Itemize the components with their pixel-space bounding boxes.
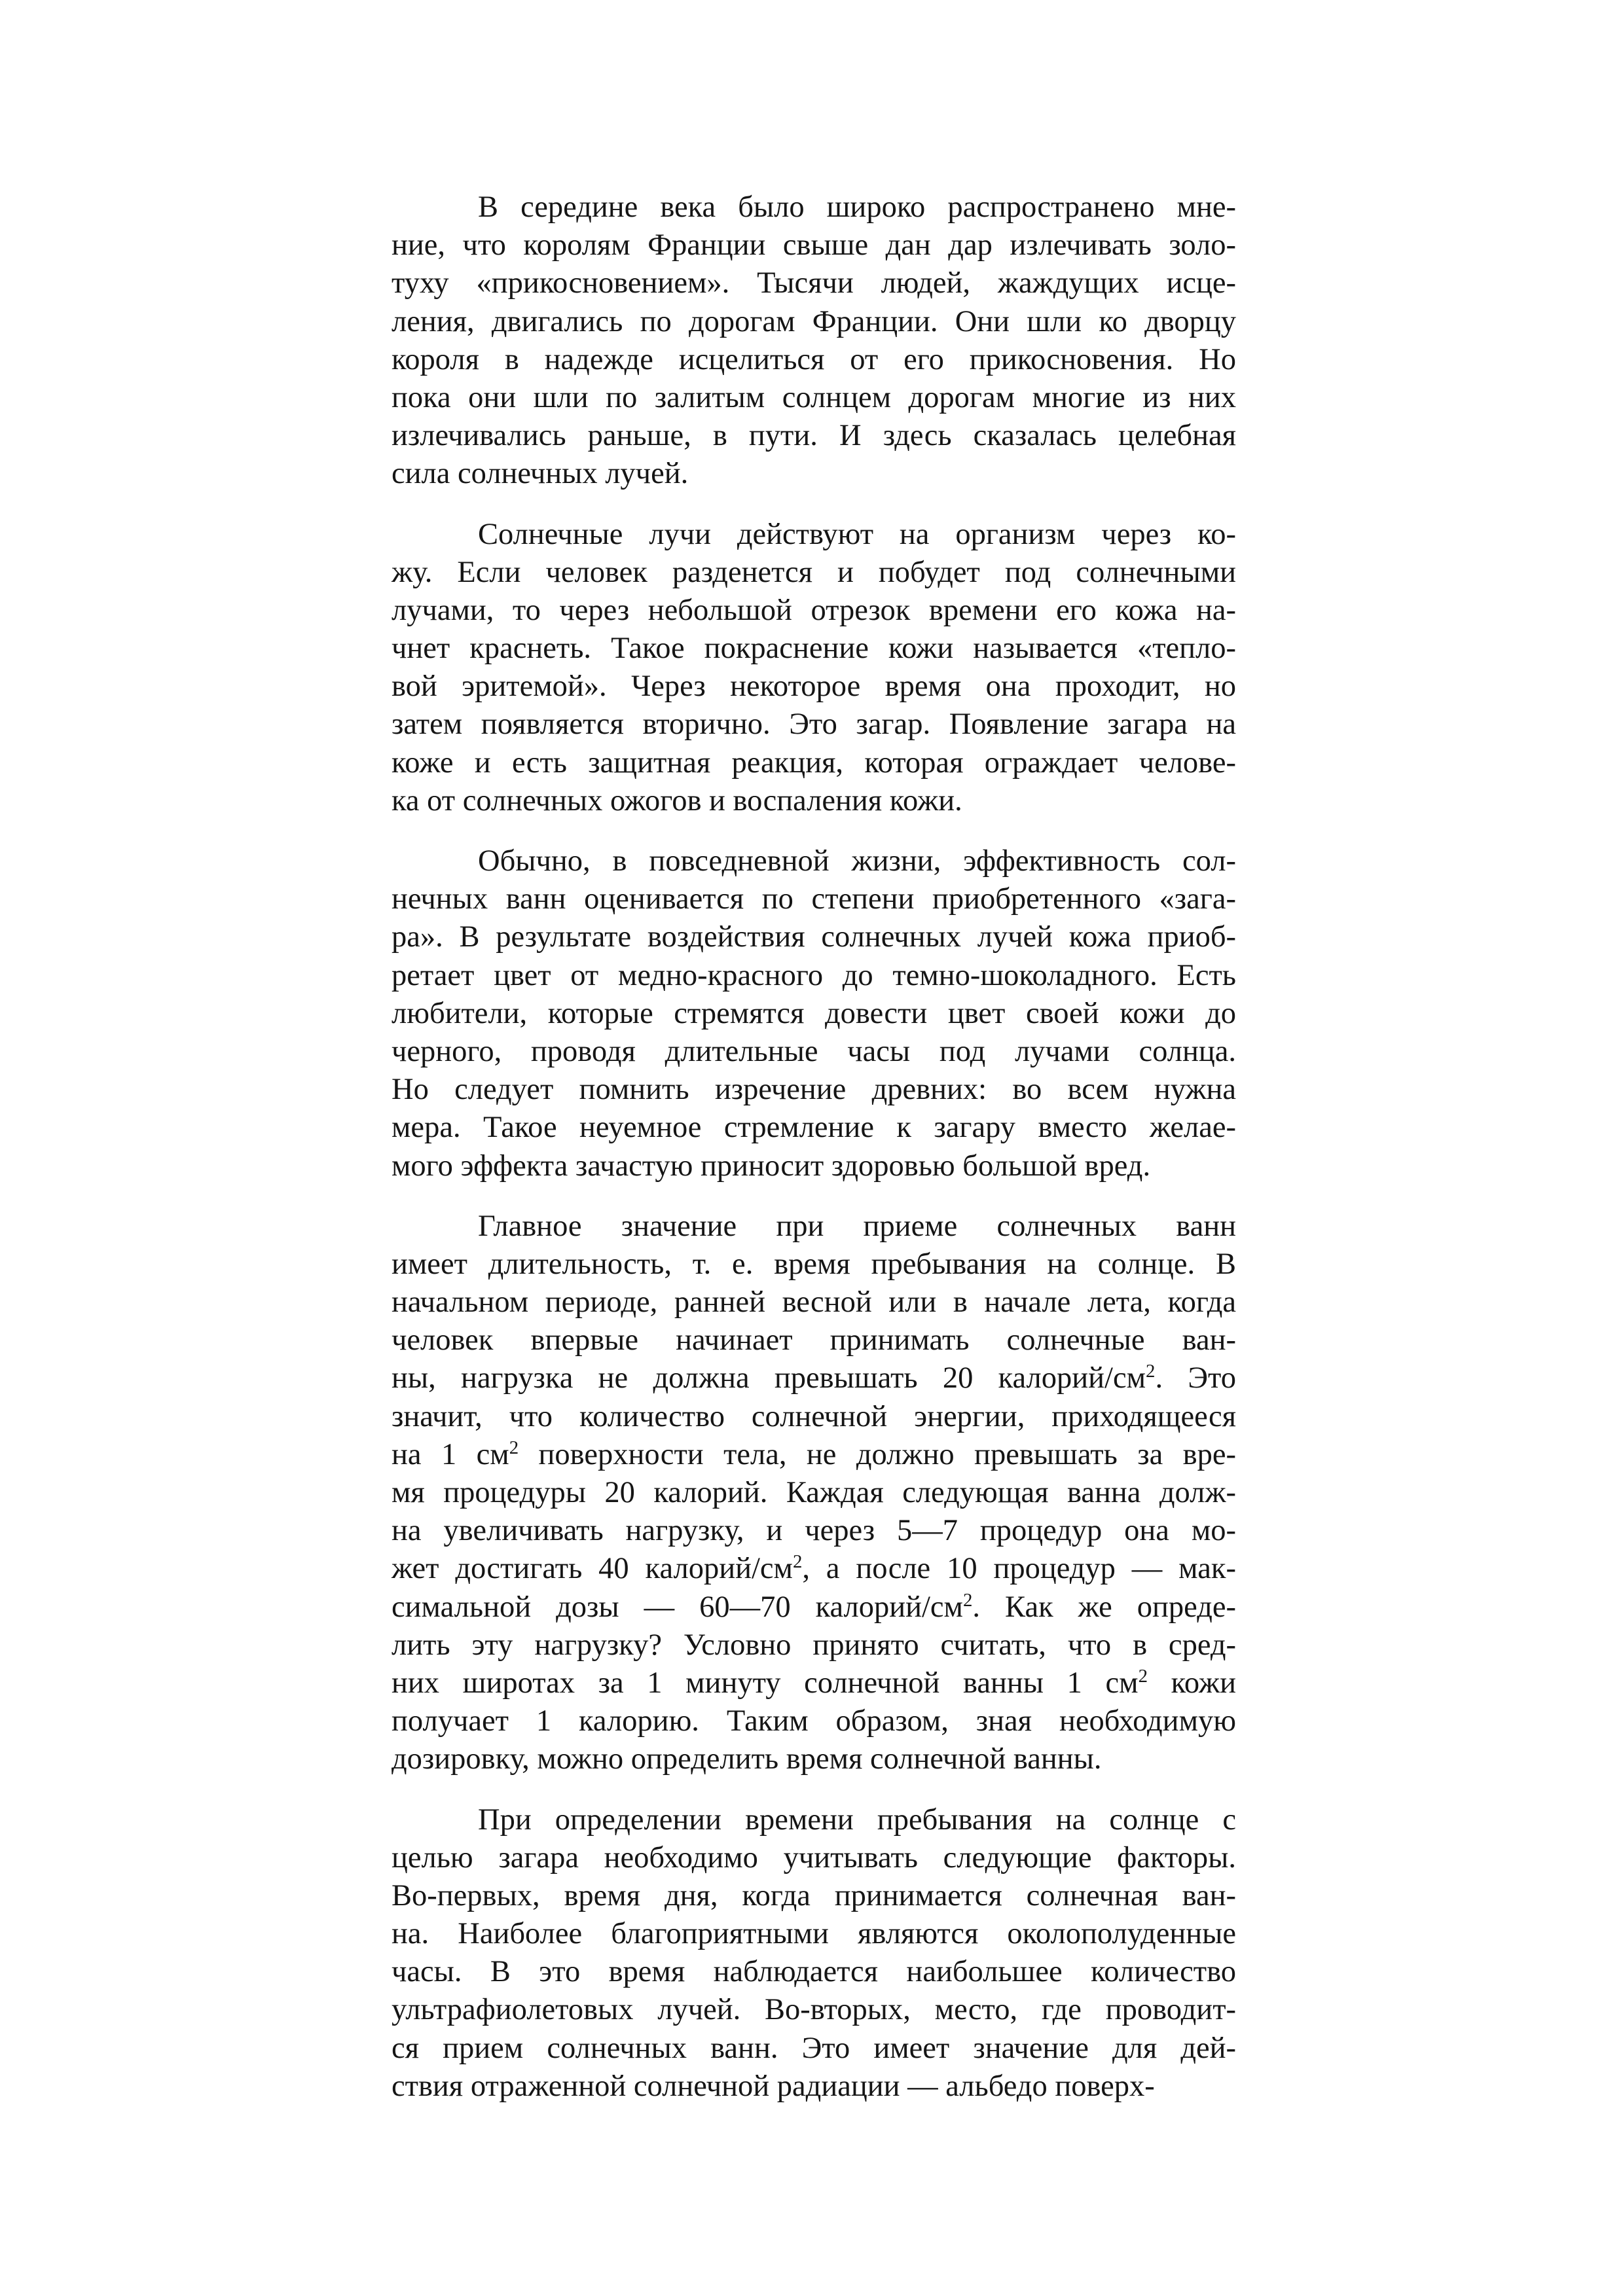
- text-line: симальной дозы — 60—70 калорий/$см^2$. Как же опреде-: [392, 1589, 1236, 1624]
- text-line: вой эритемой». Через некоторое время она проходит, но: [392, 670, 1236, 704]
- text-line: ние, что королям Франции свыше дан дар излечивать золо-: [392, 228, 1236, 262]
- text-line: жет достигать 40 калорий/$см^2$, а после 10 процедур — мак-: [392, 1551, 1236, 1586]
- text-line: ся прием солнечных ванн. Это имеет значение для дей-: [392, 2031, 1236, 2065]
- text-line: Во-первых, время дня, когда принимается солнечная ван-: [392, 1878, 1236, 1912]
- text-line: короля в надежде исцелиться от его прикосновения. Но: [392, 342, 1236, 376]
- paragraph: [392, 1801, 1236, 2106]
- text-line: жу. Если человек разденется и побудет под солнечными: [392, 555, 1236, 589]
- text-line: ра». В результате воздействия солнечных лучей кожа приоб-: [392, 920, 1236, 954]
- text-line: ультрафиолетовых лучей. Во-вторых, место, где проводит-: [392, 1993, 1236, 2027]
- paragraph: [392, 1208, 1236, 1779]
- text-line: лучами, то через небольшой отрезок времени его кожа на-: [392, 593, 1236, 627]
- text-line: ствия отраженной солнечной радиации — альбедо поверх-: [392, 2069, 1155, 2103]
- text-line: черного, проводя длительные часы под лучами солнца.: [392, 1034, 1236, 1068]
- text-line: коже и есть защитная реакция, которая ограждает челове-: [392, 745, 1236, 780]
- text-line: на увеличивать нагрузку, и через 5—7 процедур она мо-: [392, 1514, 1236, 1548]
- text-line: затем появляется вторично. Это загар. Появление загара на: [392, 708, 1236, 742]
- text-line: на. Наиболее благоприятными являются околополуденные: [392, 1917, 1236, 1951]
- text-line: дозировку, можно определить время солнечной ванны.: [392, 1742, 1102, 1776]
- text-line: ны, нагрузка не должна превышать 20 калорий/$см^2$. Это: [392, 1361, 1237, 1395]
- text-line: Главное значение при приеме солнечных ванн: [478, 1209, 1236, 1243]
- text-line: часы. В это время наблюдается наибольшее количество: [392, 1955, 1236, 1989]
- text-line: лить эту нагрузку? Условно принято считать, что в сред-: [392, 1628, 1236, 1662]
- text-line: целью загара необходимо учитывать следующие факторы.: [392, 1840, 1236, 1874]
- text-line: мого эффекта зачастую приносит здоровью большой вред.: [392, 1149, 1151, 1183]
- paragraph: [392, 842, 1236, 1185]
- text-line: сила солнечных лучей.: [392, 457, 689, 491]
- text-line: излечивались раньше, в пути. И здесь сказалась целебная: [392, 419, 1236, 453]
- body-text: [392, 188, 1236, 2106]
- text-line: ления, двигались по дорогам Франции. Они шли ко дворцу: [392, 304, 1236, 338]
- text-line: мера. Такое неуемное стремление к загару вместо желае-: [392, 1111, 1236, 1145]
- text-line: чнет краснеть. Такое покраснение кожи называется «тепло-: [392, 632, 1236, 666]
- text-line: начальном периоде, ранней весной или в начале лета, когда: [392, 1285, 1236, 1319]
- text-line: Солнечные лучи действуют на организм через ко-: [478, 517, 1236, 551]
- text-line: Обычно, в повседневной жизни, эффективность сол-: [478, 844, 1236, 878]
- text-line: В середине века было широко распространено мне-: [478, 190, 1236, 224]
- text-line: ретает цвет от медно-красного до темно-шоколадного. Есть: [392, 958, 1236, 992]
- text-line: пока они шли по залитым солнцем дорогам многие из них: [392, 380, 1236, 414]
- text-line: получает 1 калорию. Таким образом, зная необходимую: [392, 1704, 1236, 1738]
- text-line: При определении времени пребывания на солнце с: [478, 1803, 1236, 1837]
- text-line: ка от солнечных ожогов и воспаления кожи.: [392, 783, 962, 817]
- text-line: мя процедуры 20 калорий. Каждая следующая ванна долж-: [392, 1476, 1236, 1509]
- text-line: нечных ванн оценивается по степени приобретенного «зага-: [392, 882, 1236, 916]
- text-line: человек впервые начинает принимать солнечные ван-: [392, 1323, 1236, 1357]
- text-line: имеет длительность, т. е. время пребывания на солнце. В: [392, 1247, 1236, 1281]
- paragraph: [392, 516, 1236, 821]
- text-line: них широтах за 1 минуту солнечной ванны 1 $см^2$ кожи: [392, 1666, 1236, 1700]
- text-line: любители, которые стремятся довести цвет своей кожи до: [392, 996, 1236, 1030]
- text-line: туху «прикосновением». Тысячи людей, жаждущих исце-: [392, 266, 1236, 300]
- text-line: на 1 $см^2$ поверхности тела, не должно превышать за вре-: [392, 1437, 1236, 1471]
- text-line: значит, что количество солнечной энергии, приходящееся: [392, 1399, 1236, 1433]
- paragraph: [392, 188, 1236, 493]
- document-page: [392, 188, 1236, 2128]
- text-line: Но следует помнить изречение древних: во всем нужна: [392, 1073, 1236, 1107]
